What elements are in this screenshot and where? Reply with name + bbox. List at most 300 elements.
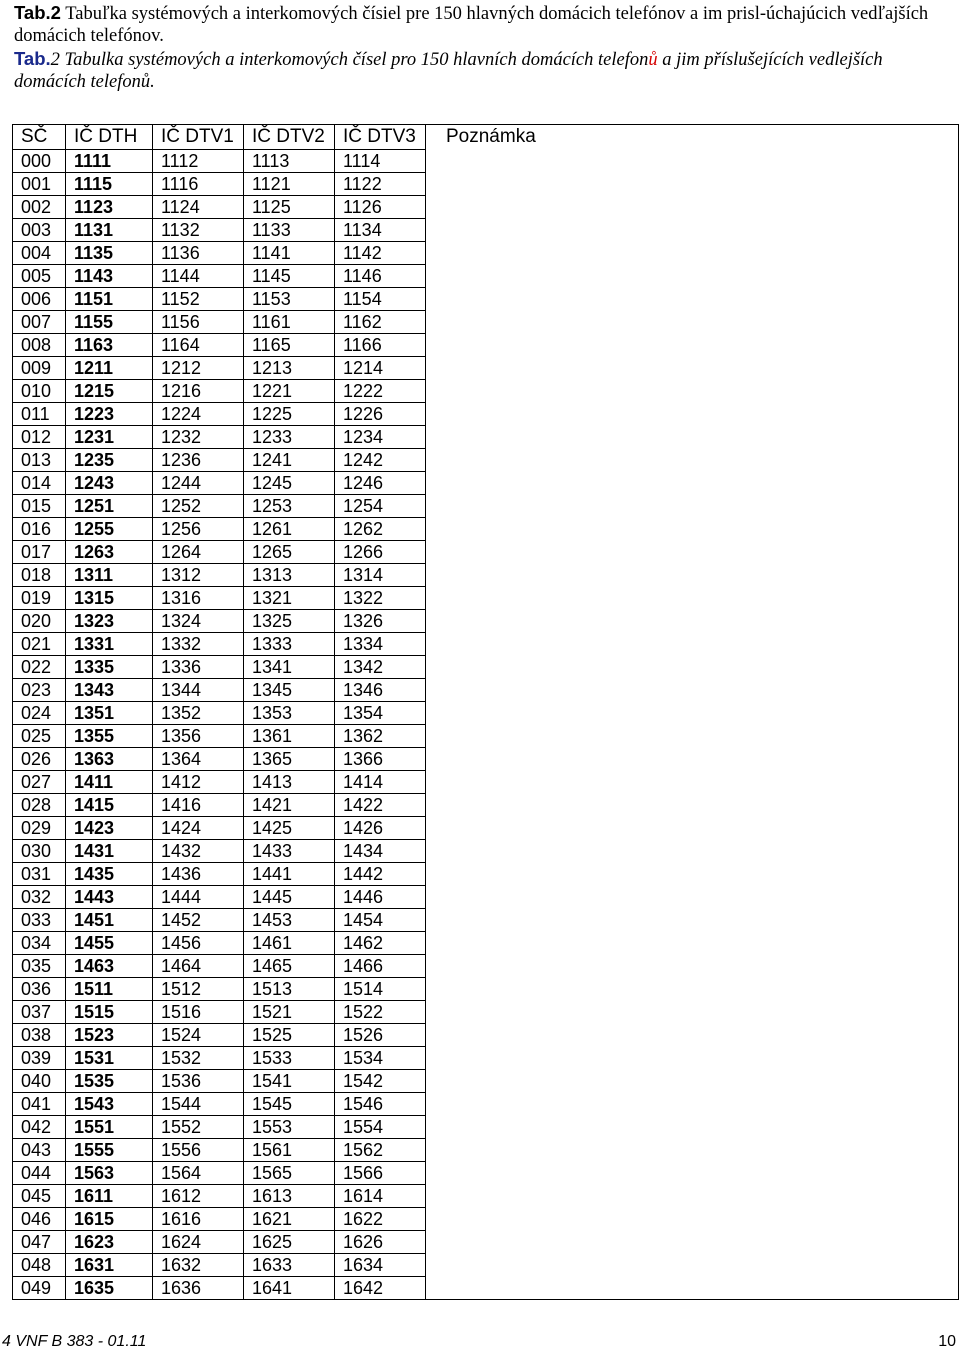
header-cell: IČ DTV3 [335, 125, 426, 150]
table-cell: 1545 [244, 1093, 335, 1116]
table-cell: 1316 [153, 587, 244, 610]
table-row [13, 150, 959, 173]
note-cell [426, 725, 959, 748]
table-cell: 1166 [335, 334, 426, 357]
table-cell: 1326 [335, 610, 426, 633]
table-cell: 1424 [153, 817, 244, 840]
table-cell: 1554 [335, 1116, 426, 1139]
note-cell [426, 265, 959, 288]
table-cell: 1563 [66, 1162, 153, 1185]
table-cell: 1512 [153, 978, 244, 1001]
table-cell: 1215 [66, 380, 153, 403]
table-cell: 1161 [244, 311, 335, 334]
table-cell: 1625 [244, 1231, 335, 1254]
table-cell: 1535 [66, 1070, 153, 1093]
table-cell: 1515 [66, 1001, 153, 1024]
table-cell: 1332 [153, 633, 244, 656]
table-cell: 1134 [335, 219, 426, 242]
table-row [13, 196, 959, 219]
note-cell [426, 679, 959, 702]
table-cell: 003 [13, 219, 66, 242]
note-cell [426, 610, 959, 633]
table-row [13, 725, 959, 748]
table-cell: 1346 [335, 679, 426, 702]
table-cell: 006 [13, 288, 66, 311]
table-cell: 1513 [244, 978, 335, 1001]
table-cell: 1414 [335, 771, 426, 794]
table-cell: 020 [13, 610, 66, 633]
table-cell: 024 [13, 702, 66, 725]
table-cell: 1365 [244, 748, 335, 771]
table-cell: 044 [13, 1162, 66, 1185]
table-cell: 1251 [66, 495, 153, 518]
table-cell: 1363 [66, 748, 153, 771]
table-cell: 025 [13, 725, 66, 748]
table-cell: 1511 [66, 978, 153, 1001]
table-cell: 1333 [244, 633, 335, 656]
table-cell: 1462 [335, 932, 426, 955]
table-cell: 1133 [244, 219, 335, 242]
table-cell: 041 [13, 1093, 66, 1116]
table-cell: 1465 [244, 955, 335, 978]
note-cell [426, 219, 959, 242]
table-cell: 028 [13, 794, 66, 817]
note-cell [426, 587, 959, 610]
table-header-row [13, 125, 959, 150]
table-cell: 019 [13, 587, 66, 610]
table-cell: 1114 [335, 150, 426, 173]
table-cell: 1362 [335, 725, 426, 748]
table-cell: 1562 [335, 1139, 426, 1162]
table-row [13, 886, 959, 909]
table-cell: 1212 [153, 357, 244, 380]
note-cell [426, 426, 959, 449]
table-row [13, 1001, 959, 1024]
table-cell: 1164 [153, 334, 244, 357]
table-cell: 1232 [153, 426, 244, 449]
table-cell: 1221 [244, 380, 335, 403]
table-cell: 1226 [335, 403, 426, 426]
table-cell: 1145 [244, 265, 335, 288]
note-cell [426, 472, 959, 495]
note-cell [426, 1254, 959, 1277]
table-cell: 1112 [153, 150, 244, 173]
table-cell: 1224 [153, 403, 244, 426]
header-cell: Poznámka [426, 125, 959, 150]
table-cell: 042 [13, 1116, 66, 1139]
table-cell: 007 [13, 311, 66, 334]
note-cell [426, 1070, 959, 1093]
note-cell [426, 380, 959, 403]
note-cell [426, 978, 959, 1001]
table-cell: 1546 [335, 1093, 426, 1116]
header-cell: SČ [13, 125, 66, 150]
table-cell: 1451 [66, 909, 153, 932]
table-cell: 1361 [244, 725, 335, 748]
table-cell: 1261 [244, 518, 335, 541]
table-cell: 1163 [66, 334, 153, 357]
table-cell: 1452 [153, 909, 244, 932]
table-cell: 046 [13, 1208, 66, 1231]
table-cell: 1151 [66, 288, 153, 311]
table-cell: 1116 [153, 173, 244, 196]
table-row [13, 863, 959, 886]
note-cell [426, 817, 959, 840]
table-row [13, 794, 959, 817]
table-row [13, 679, 959, 702]
table-row [13, 495, 959, 518]
table-cell: 1343 [66, 679, 153, 702]
table-cell: 1524 [153, 1024, 244, 1047]
table-cell: 1631 [66, 1254, 153, 1277]
note-cell [426, 656, 959, 679]
table-cell: 047 [13, 1231, 66, 1254]
table-cell: 013 [13, 449, 66, 472]
table-cell: 1635 [66, 1277, 153, 1300]
note-cell [426, 1162, 959, 1185]
table-cell: 1146 [335, 265, 426, 288]
note-cell [426, 357, 959, 380]
table-cell: 043 [13, 1139, 66, 1162]
table-cell: 1162 [335, 311, 426, 334]
table-cell: 1355 [66, 725, 153, 748]
table-cell: 1626 [335, 1231, 426, 1254]
table-cell: 1322 [335, 587, 426, 610]
table-cell: 1313 [244, 564, 335, 587]
table-cell: 1541 [244, 1070, 335, 1093]
table-cell: 029 [13, 817, 66, 840]
table-row [13, 1254, 959, 1277]
table-cell: 1433 [244, 840, 335, 863]
table-cell: 022 [13, 656, 66, 679]
table-cell: 1413 [244, 771, 335, 794]
note-cell [426, 1231, 959, 1254]
table-cell: 018 [13, 564, 66, 587]
table-cell: 037 [13, 1001, 66, 1024]
table-cell: 1642 [335, 1277, 426, 1300]
note-cell [426, 955, 959, 978]
table-cell: 1555 [66, 1139, 153, 1162]
table-cell: 1565 [244, 1162, 335, 1185]
table-cell: 008 [13, 334, 66, 357]
table-row [13, 1047, 959, 1070]
table-cell: 1156 [153, 311, 244, 334]
table-row [13, 610, 959, 633]
caption-text: Tabuľka systémových a interkomových čísiel pre 150 hlavných domácich telefónov a im prisl-úchajúcich vedľajších domácich telefónov. [14, 4, 929, 46]
table-cell: 1314 [335, 564, 426, 587]
table-cell: 1126 [335, 196, 426, 219]
table-cell: 1256 [153, 518, 244, 541]
table-cell: 1463 [66, 955, 153, 978]
table-row [13, 449, 959, 472]
table-cell: 034 [13, 932, 66, 955]
table-cell: 023 [13, 679, 66, 702]
note-cell [426, 633, 959, 656]
table-cell: 035 [13, 955, 66, 978]
table-cell: 1633 [244, 1254, 335, 1277]
note-cell [426, 1139, 959, 1162]
table-cell: 010 [13, 380, 66, 403]
table-cell: 1131 [66, 219, 153, 242]
table-cell: 1225 [244, 403, 335, 426]
document-code: 4 VNF B 383 - 01.11 [2, 1333, 147, 1350]
page-number: 10 [938, 1333, 956, 1350]
header-cell: IČ DTV1 [153, 125, 244, 150]
table-row [13, 334, 959, 357]
table-cell: 1231 [66, 426, 153, 449]
table-row [13, 1231, 959, 1254]
table-cell: 1353 [244, 702, 335, 725]
note-cell [426, 196, 959, 219]
table-cell: 1636 [153, 1277, 244, 1300]
table-cell: 1123 [66, 196, 153, 219]
table-cell: 1564 [153, 1162, 244, 1185]
table-cell: 1122 [335, 173, 426, 196]
table-cell: 1335 [66, 656, 153, 679]
table-cell: 1544 [153, 1093, 244, 1116]
table-cell: 1155 [66, 311, 153, 334]
note-cell [426, 1208, 959, 1231]
table-cell: 1552 [153, 1116, 244, 1139]
note-cell [426, 334, 959, 357]
table-row [13, 1208, 959, 1231]
table-cell: 1236 [153, 449, 244, 472]
table-row [13, 1139, 959, 1162]
table-cell: 1113 [244, 150, 335, 173]
table-cell: 1152 [153, 288, 244, 311]
caption-text: a jim příslušejících vedlejších domácích telefonů. [14, 50, 883, 92]
table-cell: 1443 [66, 886, 153, 909]
table-cell: 040 [13, 1070, 66, 1093]
table-cell: 1336 [153, 656, 244, 679]
table-cell: 1536 [153, 1070, 244, 1093]
table-cell: 1525 [244, 1024, 335, 1047]
table-cell: 1432 [153, 840, 244, 863]
table-cell: 1611 [66, 1185, 153, 1208]
table-cell: 1211 [66, 357, 153, 380]
table-cell: 1614 [335, 1185, 426, 1208]
table-cell: 1431 [66, 840, 153, 863]
table-row [13, 1162, 959, 1185]
table-row [13, 1070, 959, 1093]
table-cell: 039 [13, 1047, 66, 1070]
table-cell: 032 [13, 886, 66, 909]
table-cell: 000 [13, 150, 66, 173]
caption-highlighted-char: ů [648, 50, 658, 70]
table-cell: 1312 [153, 564, 244, 587]
table-cell: 1265 [244, 541, 335, 564]
table-cell: 1425 [244, 817, 335, 840]
table-cell: 1421 [244, 794, 335, 817]
table-cell: 002 [13, 196, 66, 219]
header-cell: IČ DTV2 [244, 125, 335, 150]
table-cell: 1142 [335, 242, 426, 265]
table-row [13, 656, 959, 679]
table-cell: 030 [13, 840, 66, 863]
table-cell: 005 [13, 265, 66, 288]
note-cell [426, 495, 959, 518]
table-cell: 1634 [335, 1254, 426, 1277]
table-cell: 1345 [244, 679, 335, 702]
note-cell [426, 863, 959, 886]
table-row [13, 633, 959, 656]
table-cell: 1243 [66, 472, 153, 495]
table-row [13, 955, 959, 978]
table-row [13, 311, 959, 334]
table-cell: 1141 [244, 242, 335, 265]
table-cell: 1144 [153, 265, 244, 288]
table-cell: 1542 [335, 1070, 426, 1093]
table-row [13, 817, 959, 840]
table-cell: 1566 [335, 1162, 426, 1185]
table-cell: 1364 [153, 748, 244, 771]
table-cell: 1352 [153, 702, 244, 725]
table-cell: 1115 [66, 173, 153, 196]
table-cell: 1266 [335, 541, 426, 564]
table-row [13, 1093, 959, 1116]
table-cell: 1551 [66, 1116, 153, 1139]
table-cell: 1456 [153, 932, 244, 955]
table-cell: 1426 [335, 817, 426, 840]
note-cell [426, 518, 959, 541]
table-cell: 1153 [244, 288, 335, 311]
note-cell [426, 1277, 959, 1300]
table-cell: 1423 [66, 817, 153, 840]
table-cell: 1222 [335, 380, 426, 403]
table-row [13, 587, 959, 610]
table-cell: 1623 [66, 1231, 153, 1254]
table-row [13, 380, 959, 403]
table-row [13, 748, 959, 771]
table-row [13, 242, 959, 265]
table-cell: 1252 [153, 495, 244, 518]
table-cell: 1422 [335, 794, 426, 817]
table-row [13, 403, 959, 426]
table-cell: 1263 [66, 541, 153, 564]
table-row [13, 426, 959, 449]
table-cell: 001 [13, 173, 66, 196]
table-cell: 012 [13, 426, 66, 449]
table-row [13, 173, 959, 196]
table-cell: 1532 [153, 1047, 244, 1070]
table-cell: 1356 [153, 725, 244, 748]
note-cell [426, 541, 959, 564]
table-row [13, 564, 959, 587]
table-cell: 1213 [244, 357, 335, 380]
note-cell [426, 564, 959, 587]
table-cell: 1411 [66, 771, 153, 794]
note-cell [426, 909, 959, 932]
table-cell: 1351 [66, 702, 153, 725]
table-cell: 1514 [335, 978, 426, 1001]
table-cell: 1125 [244, 196, 335, 219]
table-cell: 1234 [335, 426, 426, 449]
table-cell: 1223 [66, 403, 153, 426]
note-cell [426, 932, 959, 955]
table-cell: 1324 [153, 610, 244, 633]
table-cell: 011 [13, 403, 66, 426]
note-cell [426, 1116, 959, 1139]
table-cell: 1466 [335, 955, 426, 978]
table-cell: 1245 [244, 472, 335, 495]
table-cell: 1534 [335, 1047, 426, 1070]
table-caption-sk [14, 2, 944, 47]
table-cell: 1416 [153, 794, 244, 817]
table-cell: 1553 [244, 1116, 335, 1139]
table-cell: 015 [13, 495, 66, 518]
table-cell: 1464 [153, 955, 244, 978]
table-row [13, 1024, 959, 1047]
table-row [13, 771, 959, 794]
table-row [13, 1116, 959, 1139]
table-cell: 049 [13, 1277, 66, 1300]
table-cell: 014 [13, 472, 66, 495]
table-row [13, 288, 959, 311]
table-cell: 1165 [244, 334, 335, 357]
table-cell: 1315 [66, 587, 153, 610]
table-cell: 1344 [153, 679, 244, 702]
table-cell: 1561 [244, 1139, 335, 1162]
table-cell: 1556 [153, 1139, 244, 1162]
table-cell: 1325 [244, 610, 335, 633]
note-cell [426, 1093, 959, 1116]
table-cell: 1124 [153, 196, 244, 219]
table-cell: 1412 [153, 771, 244, 794]
table-cell: 1121 [244, 173, 335, 196]
table-cell: 1246 [335, 472, 426, 495]
table-cell: 026 [13, 748, 66, 771]
note-cell [426, 794, 959, 817]
note-cell [426, 311, 959, 334]
table-cell: 1613 [244, 1185, 335, 1208]
table-cell: 1622 [335, 1208, 426, 1231]
table-cell: 1244 [153, 472, 244, 495]
note-cell [426, 1047, 959, 1070]
table-row [13, 265, 959, 288]
table-row [13, 840, 959, 863]
table-cell: 038 [13, 1024, 66, 1047]
table-cell: 1453 [244, 909, 335, 932]
table-cell: 1135 [66, 242, 153, 265]
table-cell: 1321 [244, 587, 335, 610]
table-cell: 009 [13, 357, 66, 380]
table-cell: 033 [13, 909, 66, 932]
table-cell: 004 [13, 242, 66, 265]
table-caption-cz [14, 48, 944, 93]
table-cell: 1132 [153, 219, 244, 242]
table-cell: 1444 [153, 886, 244, 909]
table-cell: 1366 [335, 748, 426, 771]
table-cell: 1641 [244, 1277, 335, 1300]
table-cell: 1262 [335, 518, 426, 541]
table-row [13, 518, 959, 541]
note-cell [426, 771, 959, 794]
table-cell: 1143 [66, 265, 153, 288]
table-cell: 1612 [153, 1185, 244, 1208]
table-row [13, 1277, 959, 1300]
table-cell: 1632 [153, 1254, 244, 1277]
table-cell: 1526 [335, 1024, 426, 1047]
note-cell [426, 242, 959, 265]
table-cell: 1214 [335, 357, 426, 380]
caption-label: Tab.2 [14, 2, 61, 23]
table-cell: 1442 [335, 863, 426, 886]
table-cell: 1434 [335, 840, 426, 863]
table-cell: 1323 [66, 610, 153, 633]
table-cell: 1331 [66, 633, 153, 656]
table-cell: 1522 [335, 1001, 426, 1024]
table-cell: 1523 [66, 1024, 153, 1047]
